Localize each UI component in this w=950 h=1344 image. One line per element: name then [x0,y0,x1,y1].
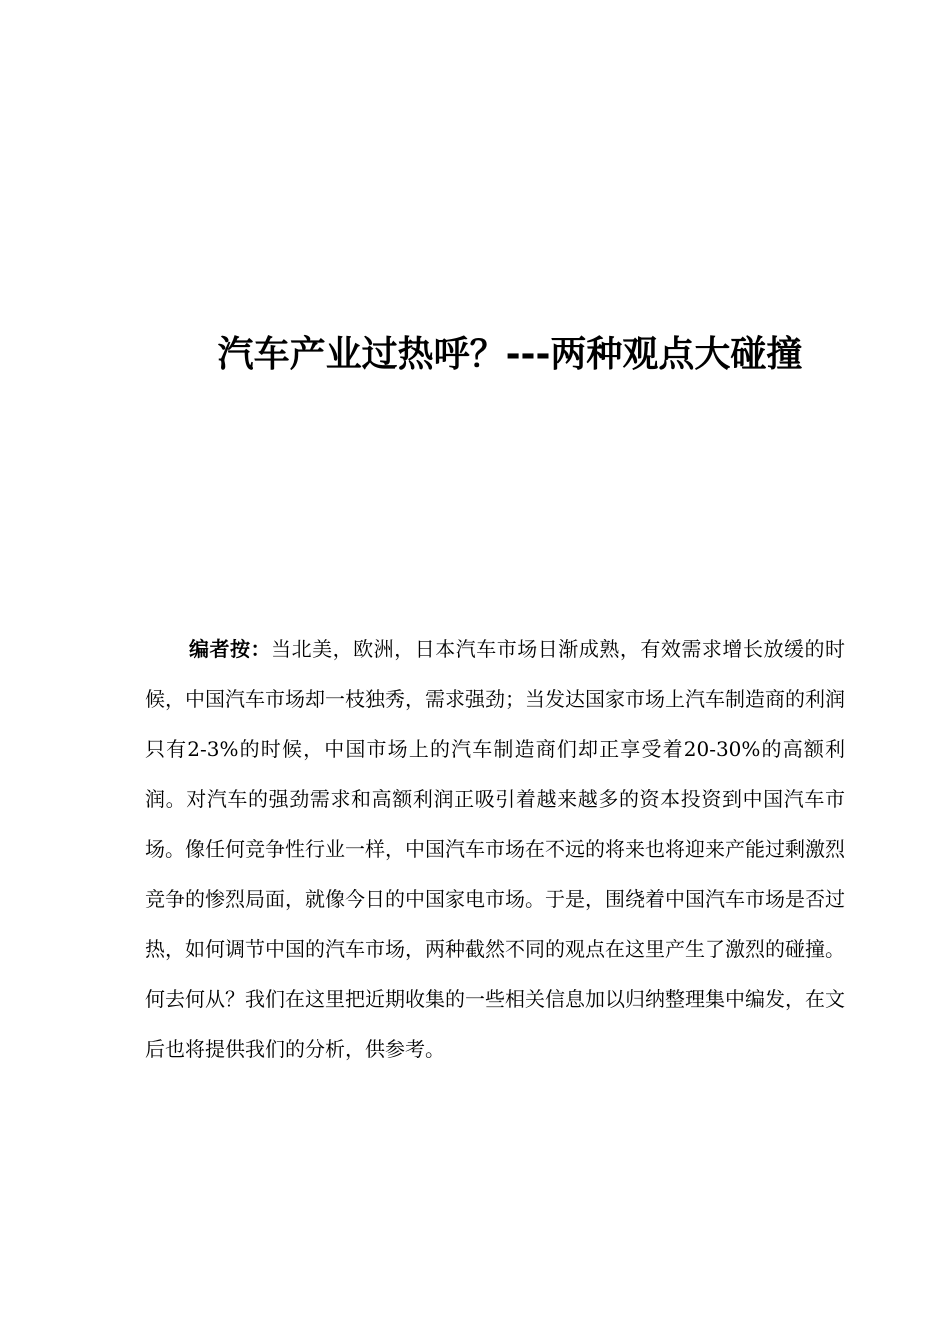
preface-text: 当北美，欧洲，日本汽车市场日渐成熟，有效需求增长放缓的时候，中国汽车市场却一枝独秀，需求强劲；当发达国家市场上汽车制造商的利润只有2-3%的时候，中国市场上的汽车制造商们却正享受着20-30%的高额利润。对汽车的强劲需求和高额利润正吸引着越来越多的资本投资到中国汽车市场。像任何竞争性行业一样，中国汽车市场在不远的将来也将迎来产能过剩激烈竞争的惨烈局面，就像今日的中国家电市场。于是，围绕着中国汽车市场是否过热，如何调节中国的汽车市场，两种截然不同的观点在这里产生了激烈的碰撞。何去何从？我们在这里把近期收集的一些相关信息加以归纳整理集中编发，在文后也将提供我们的分析，供参考。 [145,637,846,1061]
document-title: 汽车产业过热呼？---两种观点大碰撞 [217,334,803,375]
preface-label: 编者按： [189,637,272,661]
preface-paragraph [145,624,845,1074]
